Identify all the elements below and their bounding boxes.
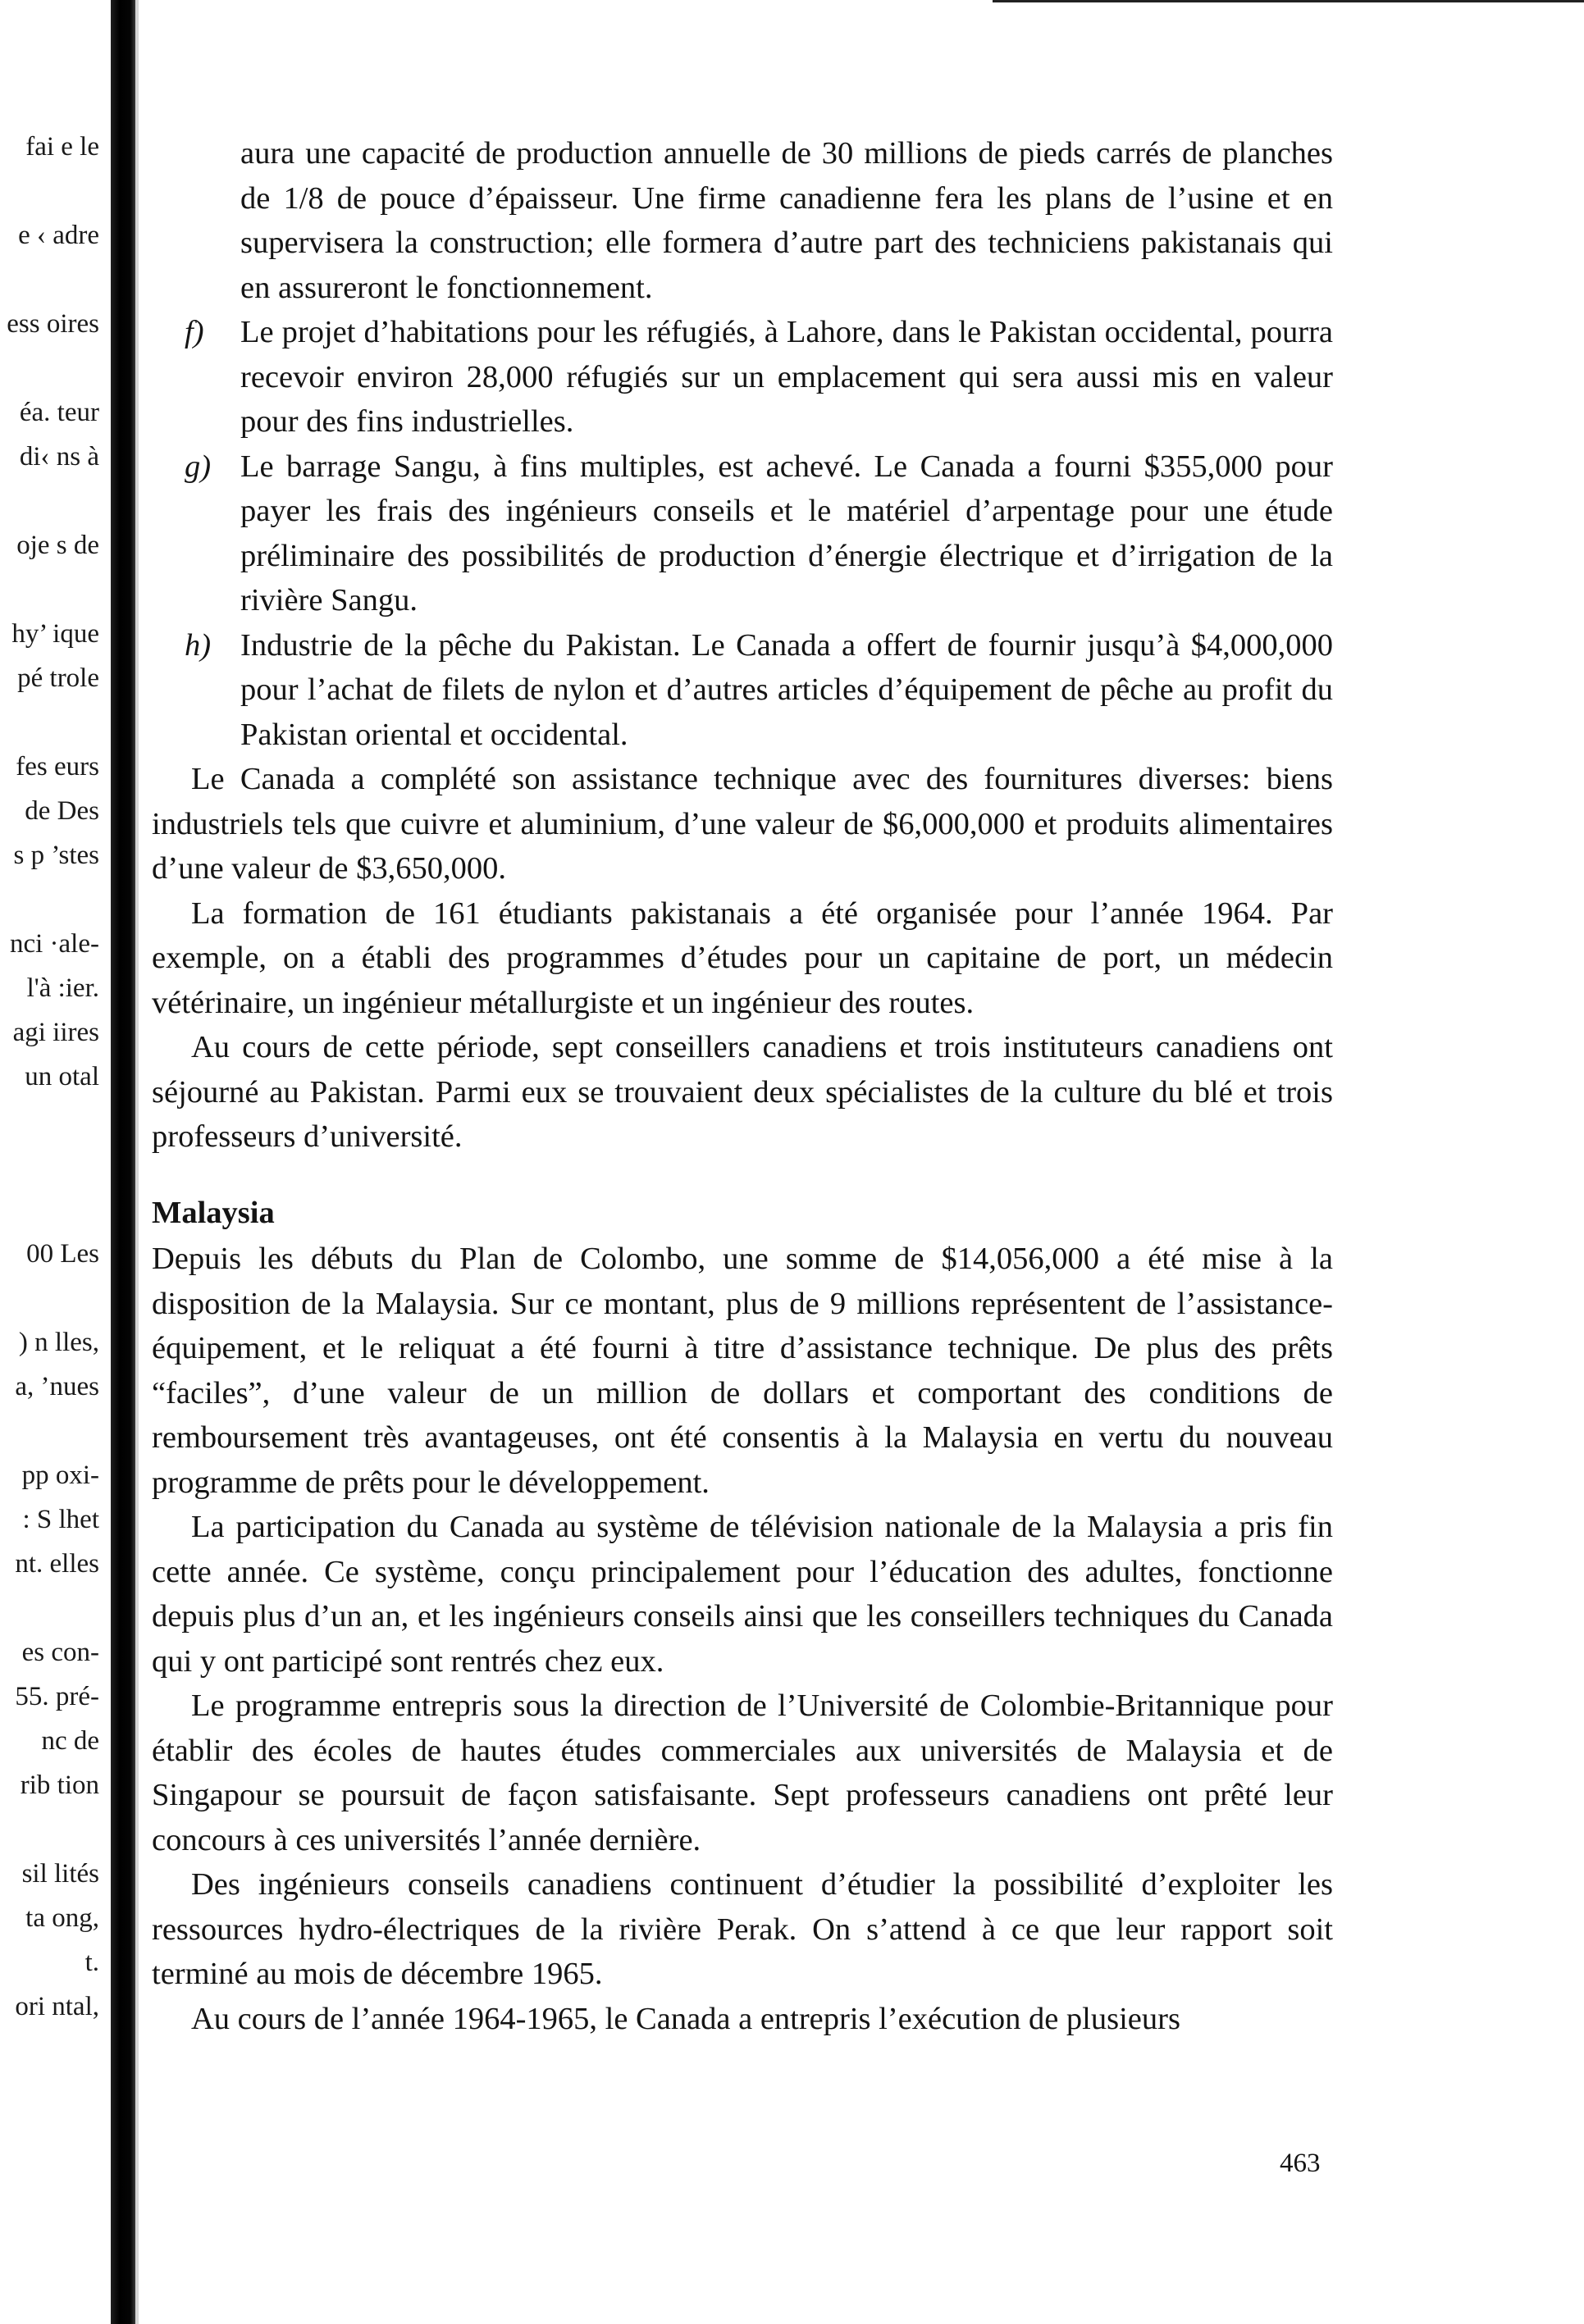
previous-page-text-fragment: hy’ ique <box>11 619 99 649</box>
paragraph-training: La formation de 161 étudiants pakistanais a été organisée pour l’année 1964. Par exemple, on a établi des programmes d’études pour un capitaine de port, un médecin vétérinaire, un ingénieur métallurgiste et un ingénieur des routes. <box>152 895 1333 1020</box>
list-label: f) <box>185 315 204 349</box>
paragraph-perak-river: Des ingénieurs conseils canadiens continuent d’étudier la possibilité d’exploiter les ressources hydro-électriques de la rivière Perak. On s’attend à ce que leur rapport soit terminé au mois de décembre 1965. <box>152 1867 1333 1991</box>
previous-page-text-fragment: 00 Les <box>26 1239 99 1269</box>
previous-page-text-fragment: ori ntal, <box>15 1992 99 2021</box>
previous-page-text-fragment: pp oxi- <box>21 1460 99 1490</box>
intro-paragraph: aura une capacité de production annuelle de 30 millions de pieds carrés de planches de 1/8 de pouce d’épaisseur. Une firme canadienne fera les plans de l’usine et en supervisera la construction; elle formera d’autre part des techniciens pakistanais qui en assureront le fonctionnement. <box>240 136 1333 305</box>
list-item-g <box>152 444 1333 623</box>
section-heading-malaysia: Malaysia <box>152 1195 275 1230</box>
previous-page-text-fragment: di‹ ns à <box>19 442 99 472</box>
previous-page-text-fragment: sil lités <box>21 1859 99 1889</box>
list-item-text: Le projet d’habitations pour les réfugiés, à Lahore, dans le Pakistan occidental, pourra recevoir environ 28,000 réfugiés sur un emplacement qui sera aussi mis en valeur pour des fins industrielles. <box>240 315 1333 439</box>
gutter-shadow <box>135 0 139 2324</box>
list-item-text: Industrie de la pêche du Pakistan. Le Canada a offert de fournir jusqu’à $4,000,000 pour l’achat de filets de nylon et d’autres articles d’équipement de pêche au profit du Pakistan oriental et occidental. <box>240 627 1333 752</box>
previous-page-text-fragment: e ‹ adre <box>18 221 99 250</box>
previous-page-text-fragment: s p ’stes <box>13 841 99 870</box>
previous-page-text-fragment: a, ’nues <box>15 1372 99 1401</box>
list-label: h) <box>185 627 212 663</box>
previous-page-text-fragment: ess oires <box>7 309 99 339</box>
previous-page-text-fragment: rib tion <box>20 1770 99 1800</box>
main-text-column <box>152 131 1333 2041</box>
top-rule <box>993 0 1584 2</box>
previous-page-fragment <box>0 0 111 2324</box>
list-item-text: Le barrage Sangu, à fins multiples, est achevé. Le Canada a fourni $355,000 pour payer les frais des ingénieurs conseils et le matériel d’arpentage pour une étude préliminaire des possibilités de production d’énergie électrique et d’irrigation de la rivière Sangu. <box>240 449 1333 617</box>
previous-page-text-fragment: éa. teur <box>19 398 99 427</box>
previous-page-text-fragment: l'à :ier. <box>26 973 99 1003</box>
previous-page-text-fragment: de Des <box>25 796 99 826</box>
previous-page-text-fragment: agi iires <box>12 1018 99 1047</box>
previous-page-text-fragment: 55. pré- <box>15 1682 99 1711</box>
paragraph-advisers: Au cours de cette période, sept conseillers canadiens et trois instituteurs canadiens ont séjourné au Pakistan. Parmi eux se trouvaient deux spécialistes de la culture du blé et trois professeurs d’université. <box>152 1030 1333 1154</box>
previous-page-text-fragment: nc de <box>41 1726 99 1756</box>
previous-page-text-fragment: pé trole <box>17 663 99 693</box>
list-item-f <box>152 310 1333 444</box>
paragraph-supplies: Le Canada a complété son assistance technique avec des fournitures diverses: biens industriels tels que cuivre et aluminium, d’une valeur de $6,000,000 et produits alimentaires d’une valeur de $3,650,000. <box>152 762 1333 886</box>
previous-page-text-fragment: nt. elles <box>15 1549 99 1579</box>
previous-page-text-fragment: fai e le <box>25 132 99 162</box>
list-item-h <box>152 623 1333 758</box>
previous-page-text-fragment: oje s de <box>16 531 99 560</box>
previous-page-text-fragment: nci ·ale- <box>9 929 99 959</box>
previous-page-text-fragment: es con- <box>21 1638 99 1667</box>
paragraph-television: La participation du Canada au système de télévision nationale de la Malaysia a pris fin cette année. Ce système, conçu principalement pour l’éducation des adultes, fonctionne depuis plus d’un an, et les ingénieurs conseils ainsi que les conseillers techniques du Canada qui y ont participé sont rentrés chez eux. <box>152 1510 1333 1679</box>
paragraph-final-line: Au cours de l’année 1964-1965, le Canada a entrepris l’exécution de plusieurs <box>191 2001 1180 2036</box>
previous-page-text-fragment: : S lhet <box>22 1505 99 1534</box>
previous-page-text-fragment: t. <box>84 1948 99 1977</box>
previous-page-text-fragment: fes eurs <box>16 752 99 782</box>
previous-page-text-fragment: un otal <box>25 1062 99 1091</box>
page-number: 463 <box>1280 2149 1321 2178</box>
list-label: g) <box>185 449 212 484</box>
paragraph-malaysia-funding: Depuis les débuts du Plan de Colombo, une somme de $14,056,000 a été mise à la disposition de la Malaysia. Sur ce montant, plus de 9 millions représentent de l’assistance-équipement, et le reliquat a été fourni à titre d’assistance technique. De plus des prêts “faciles”, d’une valeur de un million de dollars et comportant des conditions de remboursement très avantageuses, ont été consentis à la Malaysia en vertu du nouveau programme de prêts pour le développement. <box>152 1242 1333 1500</box>
previous-page-text-fragment: ) n lles, <box>18 1328 99 1357</box>
binding-gutter <box>111 0 135 2324</box>
previous-page-text-fragment: ta ong, <box>25 1903 99 1933</box>
paragraph-university-program: Le programme entrepris sous la direction de l’Université de Colombie-Britannique pour établir des écoles de hautes études commerciales aux universités de Malaysia et de Singapour se poursuit de façon satisfaisante. Sept professeurs canadiens ont prêté leur concours à ces universités l’année dernière. <box>152 1688 1333 1857</box>
